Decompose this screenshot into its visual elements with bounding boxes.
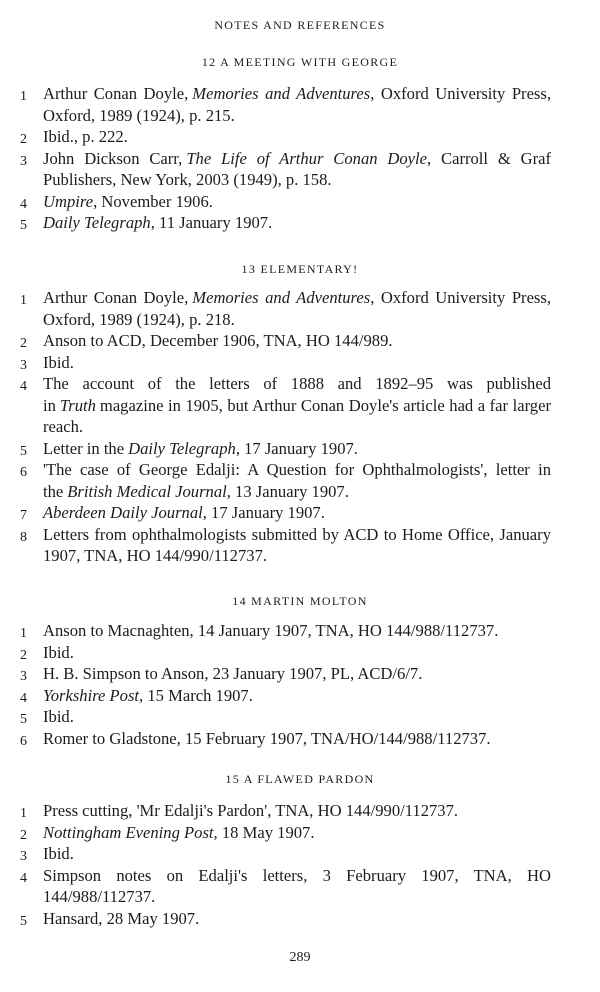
note-13-1 <box>0 287 600 330</box>
notes-list-15 <box>0 800 600 929</box>
note-text: Arthur Conan Doyle, Memories and Adventures, Oxford University Press, Oxford, 1989 (1924), p. 218. <box>43 288 551 329</box>
note-15-5 <box>0 908 600 930</box>
note-text: Daily Telegraph, 11 January 1907. <box>43 213 273 232</box>
note-12-5 <box>0 212 600 234</box>
note-text: Letters from ophthalmologists submitted by ACD to Home Office, January 1907, TNA, HO 144/990/112737. <box>43 524 551 565</box>
note-text: Nottingham Evening Post, 18 May 1907. <box>43 822 315 842</box>
note-text: Simpson notes on Edalji's letters, 3 February 1907, TNA, HO 144/988/112737. <box>43 865 551 906</box>
note-number: 2 <box>20 647 27 663</box>
notes-list-14 <box>0 620 600 749</box>
note-number: 8 <box>20 529 27 545</box>
note-15-1 <box>0 800 600 822</box>
note-number: 7 <box>20 508 27 523</box>
notes-list-12 <box>0 83 600 234</box>
note-number: 6 <box>20 465 27 480</box>
note-text: Umpire, November 1906. <box>43 191 213 211</box>
note-number: 1 <box>20 293 27 308</box>
note-text: H. B. Simpson to Anson, 23 January 1907, PL, ACD/6/7. <box>43 664 423 683</box>
note-14-2 <box>0 642 600 664</box>
notes-list-13 <box>0 287 600 567</box>
note-text: Hansard, 28 May 1907. <box>43 908 200 928</box>
note-14-3 <box>0 663 600 685</box>
note-number: 5 <box>20 712 27 727</box>
note-number: 2 <box>20 827 27 843</box>
page-header: NOTES AND REFERENCES <box>214 18 386 32</box>
note-text: Ibid. <box>43 352 74 372</box>
note-13-6 <box>0 459 600 502</box>
note-13-2 <box>0 330 600 352</box>
note-number: 5 <box>20 913 27 929</box>
note-text: Aberdeen Daily Journal, 17 January 1907. <box>43 503 325 522</box>
note-number: 4 <box>20 690 27 706</box>
note-number: 5 <box>20 218 27 233</box>
note-12-3 <box>0 148 600 191</box>
note-number: 1 <box>20 806 27 821</box>
chapter-heading-12: 12 A MEETING WITH GEORGE <box>201 55 399 69</box>
note-number: 4 <box>20 196 27 212</box>
note-14-4 <box>0 685 600 707</box>
note-number: 2 <box>20 132 27 147</box>
note-number: 4 <box>20 379 27 394</box>
note-number: 2 <box>20 336 27 351</box>
note-number: 1 <box>20 89 27 104</box>
note-text: Letter in the Daily Telegraph, 17 January 1907. <box>43 438 358 458</box>
note-13-3 <box>0 352 600 374</box>
note-14-1 <box>0 620 600 642</box>
note-number: 1 <box>20 626 27 641</box>
chapter-heading-14: 14 MARTIN MOLTON <box>232 594 368 608</box>
note-number: 4 <box>20 870 27 886</box>
note-text: Ibid. <box>43 642 74 662</box>
note-text: The account of the letters of 1888 and 1892–95 was published in Truth magazine in 1905, but Arthur Conan Doyle's article had a far larger reach. <box>43 374 551 436</box>
note-text: 'The case of George Edalji: A Question for Ophthalmologists', letter in the British Medical Journal, 13 January 1907. <box>43 460 551 501</box>
note-text: John Dickson Carr, The Life of Arthur Conan Doyle, Carroll & Graf Publishers, New York, 2003 (1949), p. 158. <box>43 148 552 189</box>
chapter-heading-13: 13 ELEMENTARY! <box>241 262 359 276</box>
note-number: 3 <box>20 357 27 373</box>
note-text: Ibid. <box>43 844 74 863</box>
note-13-7 <box>0 502 600 524</box>
note-13-4 <box>0 373 600 438</box>
page-number: 289 <box>289 950 311 965</box>
note-13-8 <box>0 524 600 567</box>
note-12-1 <box>0 83 600 126</box>
note-13-5 <box>0 438 600 460</box>
note-number: 5 <box>20 443 27 459</box>
note-text: Press cutting, 'Mr Edalji's Pardon', TNA, HO 144/990/112737. <box>43 801 459 820</box>
note-12-2 <box>0 126 600 148</box>
note-number: 3 <box>20 153 27 169</box>
note-text: Arthur Conan Doyle, Memories and Adventures, Oxford University Press, Oxford, 1989 (1924), p. 215. <box>43 84 551 125</box>
note-15-4 <box>0 865 600 908</box>
note-number: 3 <box>20 849 27 864</box>
note-text: Anson to Macnaghten, 14 January 1907, TNA, HO 144/988/112737. <box>43 621 499 640</box>
note-number: 6 <box>20 733 27 749</box>
note-text: Yorkshire Post, 15 March 1907. <box>43 685 253 705</box>
chapter-heading-15: 15 A FLAWED PARDON <box>225 772 375 786</box>
note-text: Romer to Gladstone, 15 February 1907, TNA/HO/144/988/112737. <box>43 728 491 748</box>
note-text: Ibid., p. 222. <box>43 127 128 146</box>
note-14-6 <box>0 728 600 750</box>
note-text: Ibid. <box>43 707 74 726</box>
note-15-3 <box>0 843 600 865</box>
note-15-2 <box>0 822 600 844</box>
note-number: 3 <box>20 669 27 684</box>
note-12-4 <box>0 191 600 213</box>
note-14-5 <box>0 706 600 728</box>
note-text: Anson to ACD, December 1906, TNA, HO 144/989. <box>43 331 393 350</box>
